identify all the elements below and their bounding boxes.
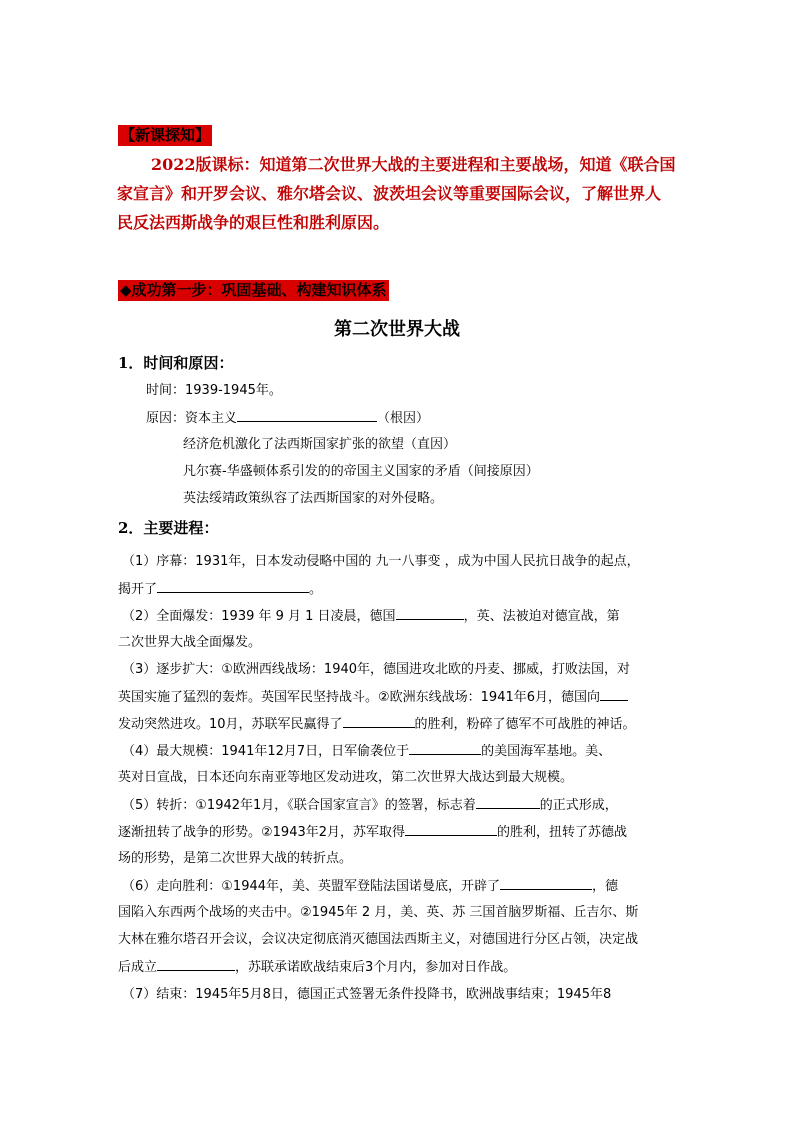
cause-line-4: 英法绥靖政策纵容了法西斯国家的对外侵略。 xyxy=(183,491,444,506)
answer-blank[interactable] xyxy=(409,742,481,755)
cause-prefix: 原因：资本主义 xyxy=(146,411,238,426)
p6-line-a: （6）走向胜利：①1944年，美、英盟军登陆法国诺曼底，开辟了 ，德 xyxy=(122,879,619,894)
cause-line-1 xyxy=(146,409,429,427)
time-line: 时间：1939-1945年。 xyxy=(146,383,282,398)
p4-line-b: 英对日宣战，日本还向东南亚等地区发动进攻，第二次世界大战达到最大规模。 xyxy=(118,770,574,785)
cause-suffix: （根因） xyxy=(377,411,430,426)
curriculum-standard xyxy=(117,150,677,237)
p5-line-b: 逐渐扭转了战争的形势。②1943年2月，苏军取得 的胜利，扭转了苏德战 xyxy=(118,825,628,840)
answer-blank[interactable] xyxy=(396,607,464,620)
section-tag: 【新课探知】 xyxy=(120,126,211,144)
cause-line-3: 凡尔赛-华盛顿体系引发的的帝国主义国家的矛盾（间接原因） xyxy=(183,464,539,479)
p4-line-a: （4）最大规模：1941年12月7日，日军偷袭位于 的美国海军基地。美、 xyxy=(122,744,612,759)
p3-line-c: 发动突然进攻。10月，苏联军民赢得了 的胜利，粉碎了德军不可战胜的神话。 xyxy=(118,717,636,732)
section-heading-1: 1．时间和原因： xyxy=(118,354,234,372)
answer-blank[interactable] xyxy=(157,958,235,971)
p5-line-a: （5）转折：①1942年1月，《联合国家宣言》的签署，标志着 的正式形成， xyxy=(122,798,618,813)
answer-blank[interactable] xyxy=(343,715,415,728)
p6-line-c: 大林在雅尔塔召开会议，会议决定彻底消灭德国法西斯主义，对德国进行分区占领，决定战 xyxy=(118,932,639,947)
p2-line-b: 二次世界大战全面爆发。 xyxy=(118,635,262,650)
answer-blank[interactable] xyxy=(476,796,540,809)
p1-line-a: （1）序幕：1931年，日本发动侵略中国的 九一八事变 ，成为中国人民抗日战争的起点， xyxy=(122,554,640,569)
answer-blank[interactable] xyxy=(405,823,497,836)
p7-line-a: （7）结束：1945年5月8日，德国正式签署无条件投降书，欧洲战事结束；1945年8 xyxy=(122,987,612,1002)
cause-line-2: 经济危机激化了法西斯国家扩张的欲望（直因） xyxy=(183,437,457,452)
section-heading-2: 2．主要进程： xyxy=(118,519,219,537)
p6-line-d: 后成立 ，苏联承诺欧战结束后3个月内，参加对日作战。 xyxy=(118,960,517,975)
standard-line2: 家宣言》和开罗会议、雅尔塔会议、波茨坦会议等重要国际会议，了解世界人 xyxy=(117,184,662,203)
standard-line3: 民反法西斯战争的艰巨性和胜利原因。 xyxy=(117,213,390,232)
p5-line-c: 场的形势，是第二次世界大战的转折点。 xyxy=(118,851,353,866)
p1-line-b: 揭开了 。 xyxy=(118,582,323,597)
page-title: 第二次世界大战 xyxy=(334,319,460,340)
p3-line-b: 英国实施了猛烈的轰炸。英国军民坚持战斗。②欧洲东线战场：1941年6月，德国向 xyxy=(118,688,628,706)
answer-blank[interactable] xyxy=(500,877,592,890)
standard-line1: 知道第二次世界大战的主要进程和主要战场，知道《联合国 xyxy=(259,155,676,174)
answer-blank[interactable] xyxy=(157,580,309,593)
answer-blank[interactable] xyxy=(237,409,377,422)
p6-line-b: 国陷入东西两个战场的夹击中。②1945年 2 月，美、英、苏 三国首脑罗斯福、丘吉尔、斯 xyxy=(118,905,639,920)
p2-line-a: （2）全面爆发：1939 年 9 月 1 日凌晨，德国 ，英、法被迫对德宣战，第 xyxy=(122,609,620,624)
standard-label: 2022版课标： xyxy=(151,155,260,174)
answer-blank[interactable] xyxy=(600,688,628,701)
p3-line-a: （3）逐步扩大：①欧洲西线战场：1940年，德国进攻北欧的丹麦、挪威，打败法国，对 xyxy=(122,662,631,677)
step-banner: ◆成功第一步：巩固基础、构建知识体系 xyxy=(120,281,387,299)
